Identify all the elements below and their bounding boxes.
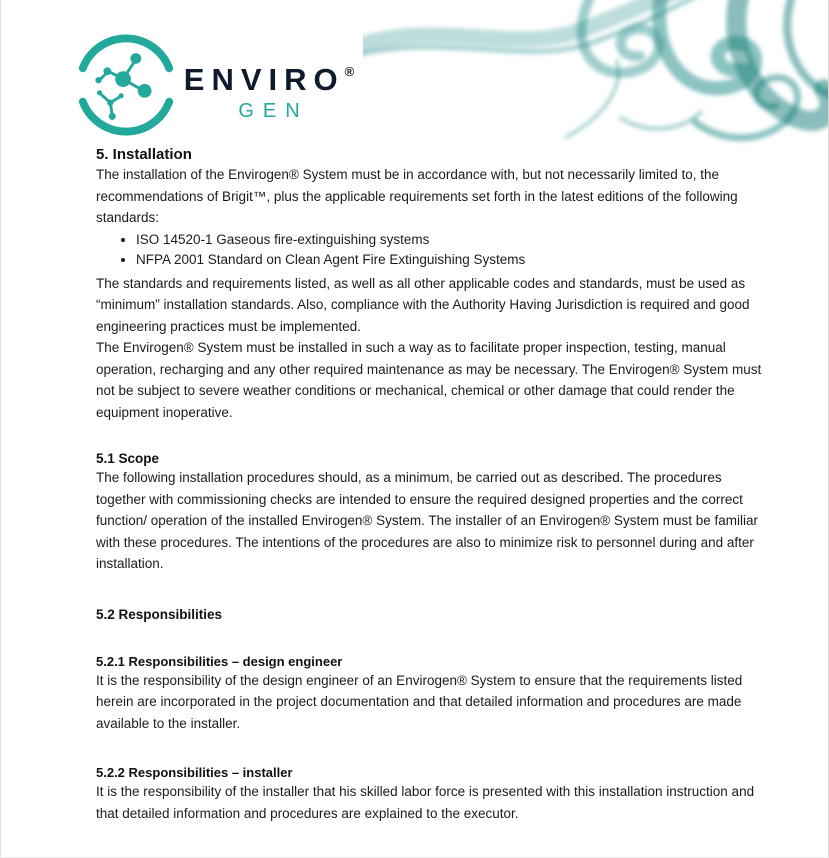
page-header [1,0,828,142]
teal-smoke-decoration [363,0,828,152]
installation-paragraph: The Envirogen® System must be installed in such a way as to facilitate proper inspection, testing, manual operation, recharging and any other required maintenance as may be necessary. The Envirogen® System must not be subject to severe weather conditions or mechanical, chemical or other damage that could render the equipment inoperative. [96,340,762,420]
installer-paragraph: It is the responsibility of the installer that his skilled labor force is presented with this installation instruction and that detailed information and procedures are explained to the executor. [96,784,755,821]
document-body [1,142,828,824]
subsection-title-installer: 5.2.2 Responsibilities – installer [96,765,293,780]
standards-list [96,230,766,271]
intro-paragraph: The installation of the Envirogen® System must be in accordance with, but not necessarily limited to, the recommendations of Brigit™, plus the applicable requirements set forth in the latest editions of the following standards: [96,167,738,225]
standards-paragraph: The standards and requirements listed, as well as all other applicable codes and standards, must be used as “minimum” installation standards. Also, compliance with the Authority Having Jurisdiction is required and good engineering practices must be implemented. [96,275,750,334]
scope-paragraph: The following installation procedures should, as a minimum, be carried out as described. The procedures together with commissioning checks are intended to ensure the required designed properties and the correct function/ operation of the installed Envirogen® System. The installer of an Envirogen® System must be familiar with these procedures. The intentions of the procedures are also to minimize risk to personnel during and after installation. [96,470,758,571]
section-title-installation: 5. Installation [96,146,192,163]
standards-list-item-nfpa: • NFPA 2001 Standard on Clean Agent Fire Extinguishing Systems [136,250,766,271]
section-title-responsibilities: 5.2 Responsibilities [96,606,223,622]
section-title-scope: 5.1 Scope [96,451,160,466]
design-engineer-paragraph: It is the responsibility of the design engineer of an Envirogen® System to ensure that the requirements listed herein are incorporated in the project documentation and that detailed information and procedures are made available to the installer. [96,672,743,731]
registered-mark: ® [344,64,355,79]
subsection-title-design-engineer: 5.2.1 Responsibilities – design engineer [96,653,343,669]
brand-name-text: ENVIRO [183,62,345,97]
brand-logo [72,31,372,139]
brand-subname: GEN [238,100,309,122]
brand-text [164,55,374,123]
brand-name [164,55,374,97]
standards-list-item-iso: • ISO 14520-1 Gaseous fire-extinguishing systems [136,230,766,251]
